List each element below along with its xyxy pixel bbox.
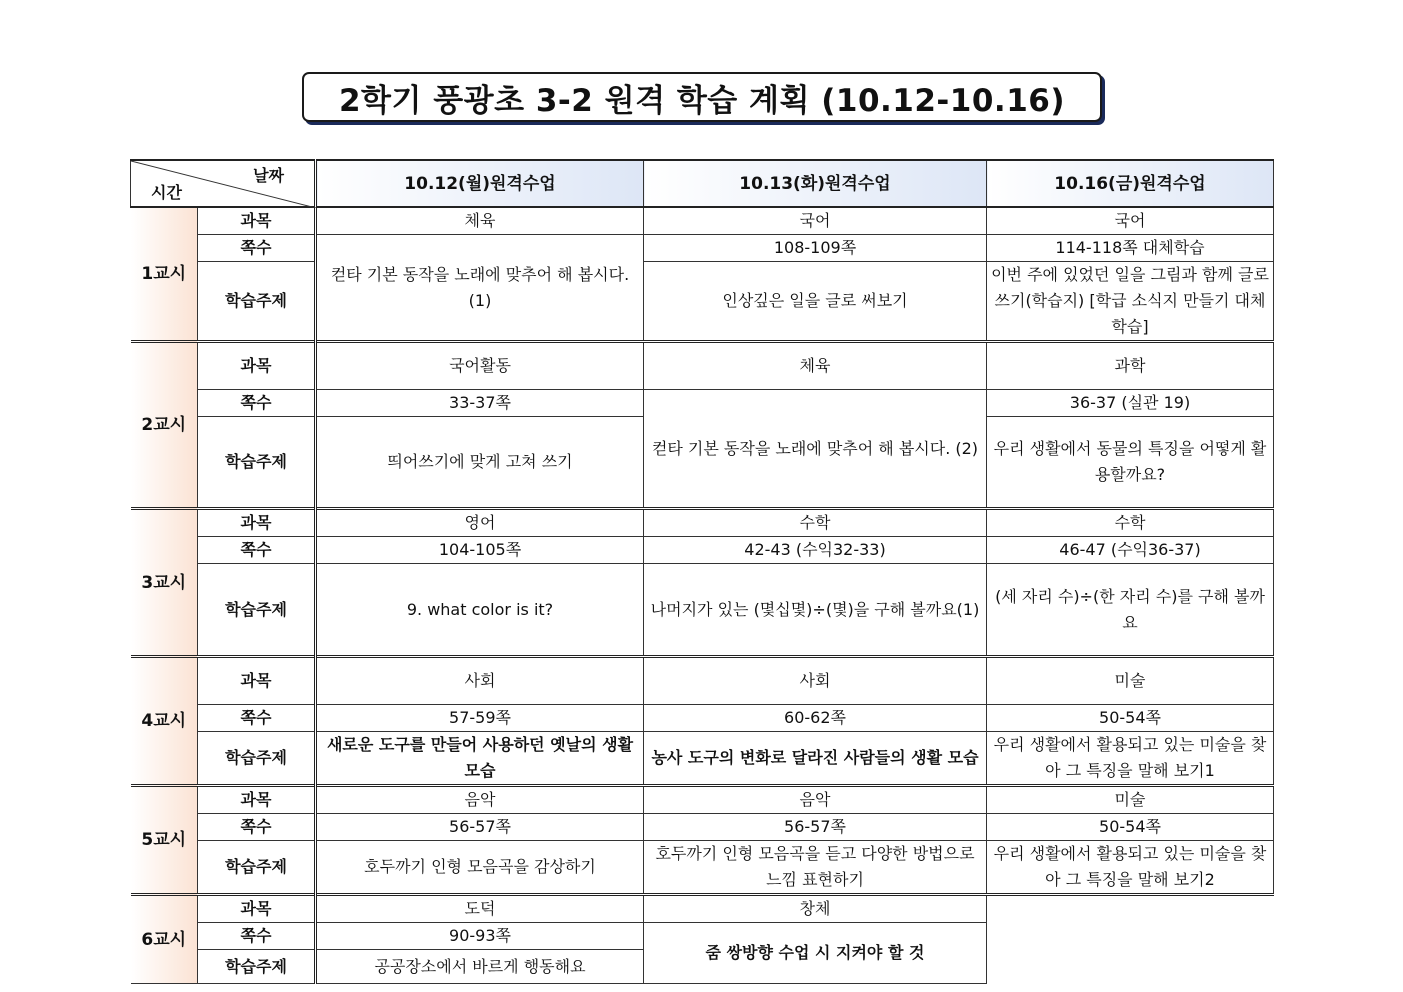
table-row <box>131 732 1274 786</box>
row-label-topic: 학습주제 <box>198 950 316 984</box>
row-label-subject: 과목 <box>198 207 316 235</box>
table-row <box>131 814 1274 841</box>
day-header-mon: 10.12(월)원격수업 <box>316 160 644 207</box>
cell-pages: 42-43 (수익32-33) <box>644 537 987 564</box>
empty-cell <box>987 895 1274 984</box>
cell-pages: 108-109쪽 <box>644 235 987 262</box>
cell-subject: 미술 <box>987 786 1274 814</box>
row-label-subject: 과목 <box>198 786 316 814</box>
table-row <box>131 207 1274 235</box>
row-label-pages: 쪽수 <box>198 537 316 564</box>
table-row <box>131 895 1274 923</box>
cell-pages: 90-93쪽 <box>316 923 644 950</box>
table-row <box>131 841 1274 895</box>
table-row <box>131 537 1274 564</box>
corner-cell <box>131 160 316 207</box>
cell-subject: 수학 <box>987 509 1274 537</box>
page-title-box <box>302 72 1102 122</box>
cell-topic: 호두까기 인형 모음곡을 감상하기 <box>316 841 644 895</box>
cell-subject: 창체 <box>644 895 987 923</box>
period-2-label: 2교시 <box>131 342 198 509</box>
period-6-label: 6교시 <box>131 895 198 984</box>
cell-topic: (세 자리 수)÷(한 자리 수)를 구해 볼까요 <box>987 564 1274 657</box>
cell-topic: 새로운 도구를 만들어 사용하던 옛날의 생활 모습 <box>316 732 644 786</box>
cell-subject: 음악 <box>316 786 644 814</box>
cell-pages: 50-54쪽 <box>987 705 1274 732</box>
row-label-topic: 학습주제 <box>198 841 316 895</box>
header-row <box>131 160 1274 207</box>
cell-topic: 우리 생활에서 활용되고 있는 미술을 찾아 그 특징을 말해 보기2 <box>987 841 1274 895</box>
cell-topic: 이번 주에 있었던 일을 그림과 함께 글로 쓰기(학습지) [학급 소식지 만들기 대체 학습] <box>987 262 1274 342</box>
table-row <box>131 786 1274 814</box>
cell-subject: 체육 <box>644 342 987 390</box>
cell-topic: 띄어쓰기에 맞게 고쳐 쓰기 <box>316 417 644 509</box>
row-label-topic: 학습주제 <box>198 417 316 509</box>
schedule-table <box>130 159 1274 984</box>
cell-topic: 나머지가 있는 (몇십몇)÷(몇)을 구해 볼까요(1) <box>644 564 987 657</box>
table-row <box>131 390 1274 417</box>
cell-pages: 50-54쪽 <box>987 814 1274 841</box>
cell-pages: 60-62쪽 <box>644 705 987 732</box>
row-label-topic: 학습주제 <box>198 564 316 657</box>
period-5-label: 5교시 <box>131 786 198 895</box>
cell-pages: 114-118쪽 대체학습 <box>987 235 1274 262</box>
period-1-label: 1교시 <box>131 207 198 342</box>
day-header-tue: 10.13(화)원격수업 <box>644 160 987 207</box>
cell-pages: 46-47 (수익36-37) <box>987 537 1274 564</box>
cell-topic: 우리 생활에서 동물의 특징을 어떻게 활용할까요? <box>987 417 1274 509</box>
row-label-topic: 학습주제 <box>198 732 316 786</box>
cell-topic: 호두까기 인형 모음곡을 듣고 다양한 방법으로 느낌 표현하기 <box>644 841 987 895</box>
cell-subject: 국어 <box>644 207 987 235</box>
cell-subject: 과학 <box>987 342 1274 390</box>
table-row <box>131 342 1274 390</box>
cell-subject: 사회 <box>316 657 644 705</box>
cell-subject: 국어 <box>987 207 1274 235</box>
row-label-topic: 학습주제 <box>198 262 316 342</box>
cell-topic: 공공장소에서 바르게 행동해요 <box>316 950 644 984</box>
table-row <box>131 657 1274 705</box>
cell-pages: 56-57쪽 <box>316 814 644 841</box>
cell-merged-topic: 줌 쌍방향 수업 시 지켜야 할 것 <box>644 923 987 984</box>
cell-subject: 영어 <box>316 509 644 537</box>
cell-subject: 국어활동 <box>316 342 644 390</box>
day-header-fri: 10.16(금)원격수업 <box>987 160 1274 207</box>
cell-subject: 음악 <box>644 786 987 814</box>
row-label-pages: 쪽수 <box>198 705 316 732</box>
cell-subject: 도덕 <box>316 895 644 923</box>
cell-topic: 우리 생활에서 활용되고 있는 미술을 찾아 그 특징을 말해 보기1 <box>987 732 1274 786</box>
table-row <box>131 564 1274 657</box>
cell-pages: 104-105쪽 <box>316 537 644 564</box>
row-label-pages: 쪽수 <box>198 235 316 262</box>
row-label-subject: 과목 <box>198 657 316 705</box>
cell-subject: 미술 <box>987 657 1274 705</box>
corner-date-label: 날짜 <box>253 166 284 185</box>
cell-subject: 체육 <box>316 207 644 235</box>
cell-pages: 36-37 (실관 19) <box>987 390 1274 417</box>
cell-pages: 56-57쪽 <box>644 814 987 841</box>
cell-topic: 인상깊은 일을 글로 써보기 <box>644 262 987 342</box>
cell-merged-topic: 컫타 기본 동작을 노래에 맞추어 해 봅시다. (2) <box>644 390 987 509</box>
row-label-pages: 쪽수 <box>198 390 316 417</box>
cell-topic: 9. what color is it? <box>316 564 644 657</box>
table-row <box>131 509 1274 537</box>
table-row <box>131 262 1274 342</box>
row-label-subject: 과목 <box>198 342 316 390</box>
cell-subject: 사회 <box>644 657 987 705</box>
period-4-label: 4교시 <box>131 657 198 786</box>
row-label-pages: 쪽수 <box>198 814 316 841</box>
table-row <box>131 235 1274 262</box>
row-label-subject: 과목 <box>198 895 316 923</box>
period-3-label: 3교시 <box>131 509 198 657</box>
cell-pages: 33-37쪽 <box>316 390 644 417</box>
table-row <box>131 705 1274 732</box>
corner-time-label: 시간 <box>151 183 182 202</box>
cell-subject: 수학 <box>644 509 987 537</box>
page-title: 2학기 풍광초 3-2 원격 학습 계획 (10.12-10.16) <box>338 82 1066 119</box>
cell-merged-topic: 컫타 기본 동작을 노래에 맞추어 해 봅시다. (1) <box>316 235 644 342</box>
cell-topic: 농사 도구의 변화로 달라진 사람들의 생활 모습 <box>644 732 987 786</box>
row-label-subject: 과목 <box>198 509 316 537</box>
cell-pages: 57-59쪽 <box>316 705 644 732</box>
row-label-pages: 쪽수 <box>198 923 316 950</box>
